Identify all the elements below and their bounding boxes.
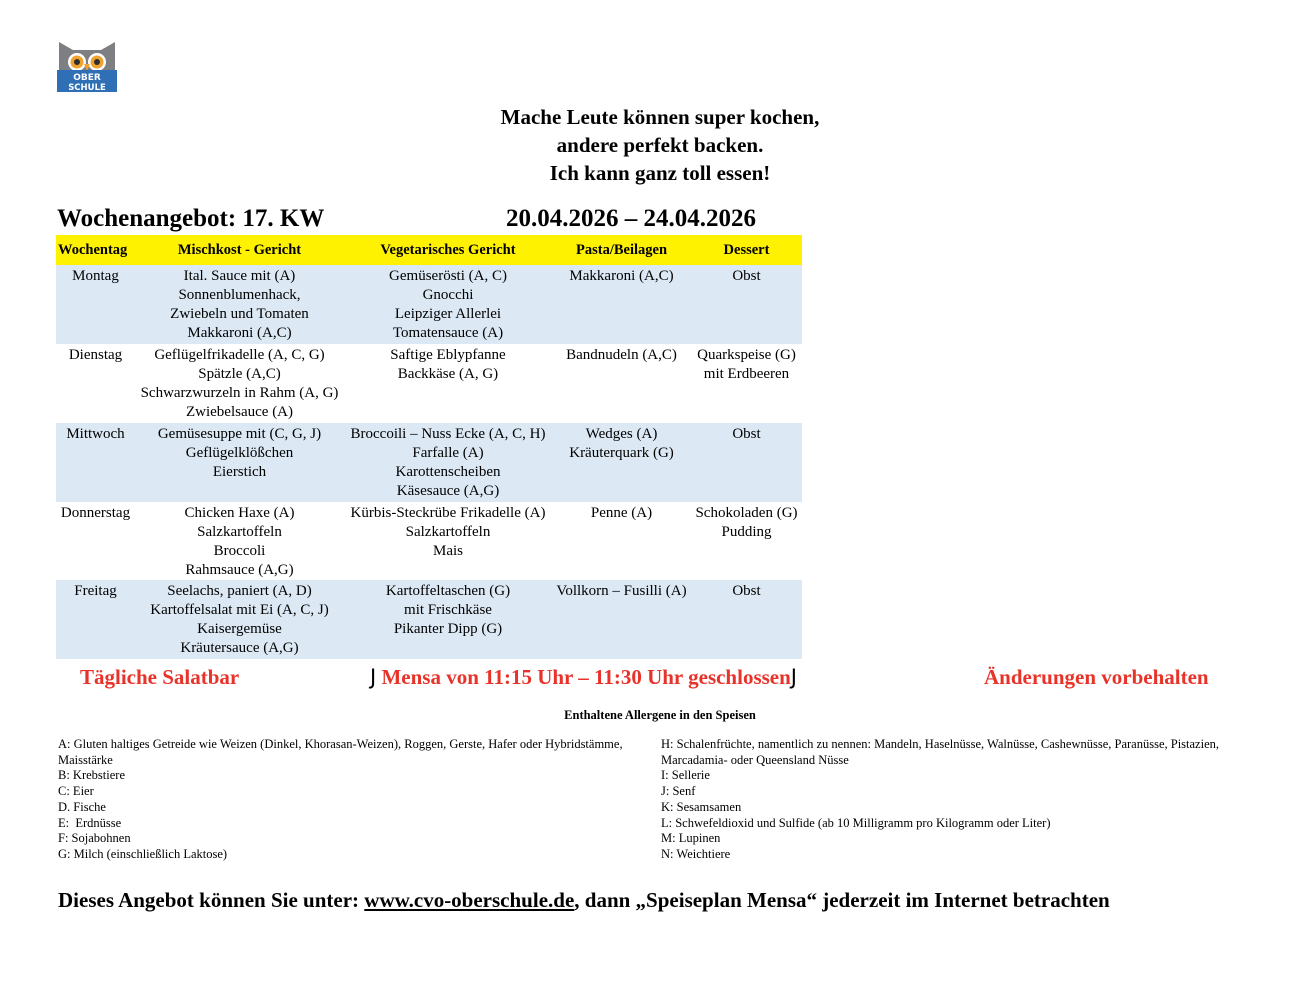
- weekday-cell: [56, 423, 135, 502]
- vegetarisch-cell: [344, 265, 552, 344]
- pasta-cell: [552, 502, 691, 580]
- motto-line: Mache Leute können super kochen,: [500, 105, 820, 129]
- dish-line: Obst: [732, 426, 761, 442]
- dish-line: Seelachs, paniert (A, D): [167, 583, 312, 599]
- dish-line: Schokoladen (G): [695, 505, 798, 521]
- dish-line: Leipziger Allerlei: [394, 306, 502, 322]
- allergen-item: A: Gluten haltiges Getreide wie Weizen (Dinkel, Khorasan-Weizen), Roggen, Gerste, Hafer oder Hybridstämme, Maisstärke: [58, 737, 626, 767]
- weekday-cell: [56, 344, 135, 423]
- mischkost-cell: [135, 344, 344, 423]
- allergens-list-left: [58, 737, 628, 863]
- smiley-icon: J: [370, 665, 377, 689]
- allergens-list-right: [661, 737, 1261, 863]
- pasta-cell: [552, 344, 691, 423]
- weekday-cell: [56, 580, 135, 659]
- owl-logo-icon: [57, 42, 117, 92]
- table-row-donnerstag: [56, 502, 802, 580]
- weekday: Mittwoch: [66, 426, 125, 442]
- pasta-cell: [552, 423, 691, 502]
- week-dates: 20.04.2026 – 24.04.2026: [506, 205, 756, 232]
- header-dessert: Dessert: [691, 235, 802, 265]
- dish-line: Bandnudeln (A,C): [566, 347, 677, 363]
- dish-line: Farfalle (A): [412, 445, 484, 461]
- mischkost-cell: [135, 423, 344, 502]
- footer-note: [58, 888, 1110, 913]
- header-weekday: Wochentag: [56, 235, 135, 265]
- dish-line: Zwiebeln und Tomaten: [170, 306, 309, 322]
- dish-line: Quarkspeise (G): [697, 347, 796, 363]
- allergen-item: K: Sesamsamen: [661, 799, 742, 814]
- dish-line: Ital. Sauce mit (A): [183, 268, 296, 284]
- dessert-cell: [691, 344, 802, 423]
- website-link[interactable]: www.cvo-oberschule.de: [364, 888, 575, 912]
- vegetarisch-cell: [344, 580, 552, 659]
- weekday: Freitag: [74, 583, 117, 599]
- vegetarisch-cell: [344, 423, 552, 502]
- smiley-icon: J: [790, 665, 797, 689]
- vegetarisch-cell: [344, 344, 552, 423]
- dish-line: Kaisergemüse: [197, 621, 282, 637]
- weekday-cell: [56, 502, 135, 580]
- school-logo: [57, 42, 117, 92]
- pasta-cell: [552, 265, 691, 344]
- mischkost-cell: [135, 265, 344, 344]
- menu-table: [56, 235, 802, 659]
- dish-line: Kräutersauce (A,G): [180, 640, 299, 656]
- dish-line: Broccoili – Nuss Ecke (A, C, H): [350, 426, 546, 442]
- allergen-item: G: Milch (einschließlich Laktose): [58, 846, 228, 861]
- allergen-item: H: Schalenfrüchte, namentlich zu nennen: Mandeln, Haselnüsse, Walnüsse, Cashewnüsse, Paranüsse, Pistazien, Marcadamia- oder Queensland Nüsse: [661, 737, 1223, 767]
- dish-line: Makkaroni (A,C): [187, 325, 292, 341]
- dish-line: mit Erdbeeren: [703, 366, 790, 382]
- salatbar-note: Tägliche Salatbar: [80, 665, 240, 689]
- mischkost-cell: [135, 580, 344, 659]
- dish-line: mit Frischkäse: [404, 602, 492, 618]
- logo-text-bottom: SCHULE: [68, 83, 106, 92]
- allergen-item: D. Fische: [58, 799, 106, 814]
- dish-line: Makkaroni (A,C): [569, 268, 674, 284]
- dish-line: Schwarzwurzeln in Rahm (A, G): [140, 385, 339, 401]
- weekday-cell: [56, 265, 135, 344]
- dish-line: Sonnenblumenhack,: [178, 287, 301, 303]
- mensa-closed-note: [370, 665, 797, 690]
- dish-line: Karottenscheiben: [395, 464, 501, 480]
- dish-line: Wedges (A): [585, 426, 658, 442]
- table-row-freitag: [56, 580, 802, 659]
- dish-line: Kräuterquark (G): [569, 445, 674, 461]
- dessert-cell: [691, 502, 802, 580]
- dish-line: Gemüsesuppe mit (C, G, J): [157, 426, 322, 442]
- weekday: Montag: [72, 268, 119, 284]
- motto-line: andere perfekt backen.: [556, 133, 764, 157]
- dish-line: Penne (A): [590, 505, 653, 521]
- dish-line: Obst: [732, 583, 761, 599]
- dish-line: Mais: [433, 543, 463, 559]
- dish-line: Eierstich: [212, 464, 267, 480]
- allergen-item: N: Weichtiere: [661, 846, 731, 861]
- motto-line: Ich kann ganz toll essen!: [549, 161, 771, 185]
- dish-line: Vollkorn – Fusilli (A): [556, 583, 687, 599]
- table-row-dienstag: [56, 344, 802, 423]
- dish-line: Geflügelklößchen: [185, 445, 294, 461]
- dessert-cell: [691, 423, 802, 502]
- dish-line: Käsesauce (A,G): [396, 483, 500, 499]
- allergen-item: E: Erdnüsse: [58, 815, 122, 830]
- allergen-item: B: Krebstiere: [58, 768, 125, 783]
- allergens-title: Enthaltene Allergene in den Speisen: [564, 708, 756, 722]
- motto: [430, 103, 890, 187]
- dish-line: Gnocchi: [422, 287, 474, 303]
- allergen-item: C: Eier: [58, 784, 94, 799]
- table-row-mittwoch: [56, 423, 802, 502]
- header-vegetarisch: Vegetarisches Gericht: [344, 235, 552, 265]
- dish-line: Salzkartoffeln: [405, 524, 491, 540]
- dessert-cell: [691, 580, 802, 659]
- dish-line: Kartoffeltaschen (G): [385, 583, 511, 599]
- dessert-cell: [691, 265, 802, 344]
- mensa-closed-text: Mensa von 11:15 Uhr – 11:30 Uhr geschlossen: [376, 665, 791, 689]
- table-row-montag: [56, 265, 802, 344]
- dish-line: Gemüserösti (A, C): [389, 268, 507, 284]
- dish-line: Zwiebelsauce (A): [185, 404, 294, 420]
- dish-line: Kartoffelsalat mit Ei (A, C, J): [150, 602, 329, 618]
- footer-text-before: Dieses Angebot können Sie unter:: [58, 888, 365, 912]
- mischkost-cell: [135, 502, 344, 580]
- header-mischkost: Mischkost - Gericht: [135, 235, 344, 265]
- dish-line: Chicken Haxe (A): [184, 505, 295, 521]
- dish-line: Kürbis-Steckrübe Frikadelle (A): [350, 505, 546, 521]
- weekday: Donnerstag: [60, 505, 131, 521]
- dish-line: Geflügelfrikadelle (A, C, G): [154, 347, 325, 363]
- logo-text-top: OBER: [73, 73, 101, 83]
- dish-line: Pudding: [721, 524, 772, 540]
- dish-line: Rahmsauce (A,G): [185, 562, 294, 578]
- allergen-item: M: Lupinen: [661, 831, 721, 846]
- changes-reserved-note: Änderungen vorbehalten: [984, 665, 1209, 689]
- dish-line: Spätzle (A,C): [198, 366, 281, 382]
- dish-line: Saftige Eblypfanne: [390, 347, 506, 363]
- footer-text-after: , dann „Speiseplan Mensa“ jederzeit im Internet betrachten: [574, 888, 1110, 912]
- pasta-cell: [552, 580, 691, 659]
- dish-line: Backkäse (A, G): [397, 366, 499, 382]
- dish-line: Broccoli: [213, 543, 266, 559]
- allergen-item: F: Sojabohnen: [58, 831, 131, 846]
- dish-line: Tomatensauce (A): [392, 325, 504, 341]
- allergen-item: J: Senf: [661, 784, 696, 799]
- weekday: Dienstag: [68, 347, 123, 363]
- allergen-item: L: Schwefeldioxid und Sulfide (ab 10 Milligramm pro Kilogramm oder Liter): [661, 815, 1051, 830]
- dish-line: Pikanter Dipp (G): [393, 621, 503, 637]
- dish-line: Salzkartoffeln: [197, 524, 282, 540]
- dish-line: Obst: [732, 268, 761, 284]
- table-header-row: [56, 235, 802, 265]
- week-title: Wochenangebot: 17. KW: [57, 205, 325, 232]
- header-pasta: Pasta/Beilagen: [552, 235, 691, 265]
- vegetarisch-cell: [344, 502, 552, 580]
- allergen-item: I: Sellerie: [661, 768, 710, 783]
